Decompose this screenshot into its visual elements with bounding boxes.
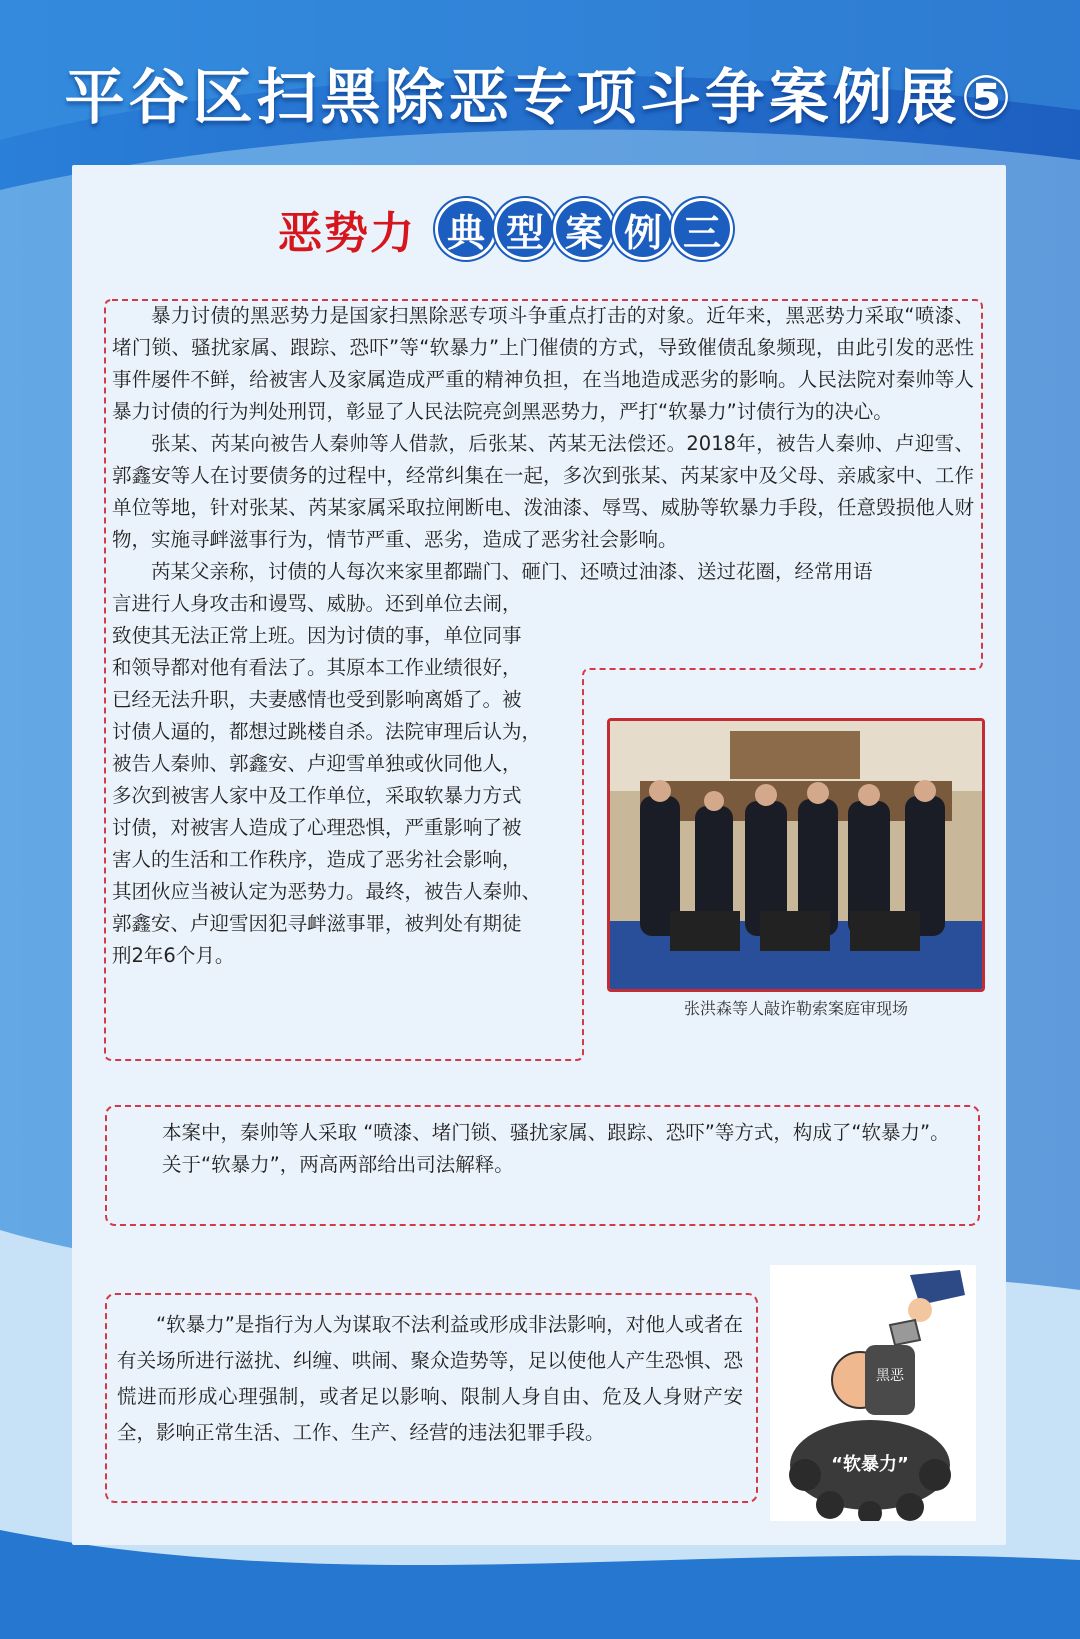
soft-violence-cartoon (770, 1265, 976, 1521)
case-line: 被告人秦帅、郭鑫安、卢迎雪单独或伙同他人， (112, 752, 522, 775)
subtitle-char: 三 (674, 201, 730, 257)
case-line: 言进行人身攻击和谩骂、威胁。还到单位去闹， (112, 592, 522, 615)
subtitle-char: 型 (497, 201, 553, 257)
note-line: 本案中，秦帅等人采取 “喷漆、堵门锁、骚扰家属、跟踪、恐吓”等方式，构成了“软暴力”。 (162, 1121, 950, 1144)
case-line: 致使其无法正常上班。因为讨债的事，单位同事 (112, 624, 522, 647)
case-line: 害人的生活和工作秩序，造成了恶劣社会影响， (112, 848, 522, 871)
note-line: 关于“软暴力”，两高两部给出司法解释。 (162, 1153, 514, 1176)
case-narrow-lines (112, 588, 582, 972)
case-line: 讨债人逼的，都想过跳楼自杀。法院审理后认为， (112, 720, 542, 743)
case-line: 和领导都对他有看法了。其原本工作业绩很好， (112, 656, 522, 679)
definition-text: “软暴力”是指行为人为谋取不法利益或形成非法影响，对他人或者在有关场所进行滋扰、纠缠、哄闹、聚众造势等，足以使他人产生恐惧、恐慌进而形成心理强制，或者足以影响、限制人身自由、危及人身财产安全，影响正常生活、工作、生产、经营的违法犯罪手段。 (117, 1313, 743, 1444)
definition-box (105, 1293, 758, 1503)
subtitle-red-text: 恶势力 (278, 208, 416, 259)
case-line: 郭鑫安、卢迎雪因犯寻衅滋事罪，被判处有期徒 (112, 912, 522, 935)
case-line: 讨债，对被害人造成了心理恐惧，严重影响了被 (112, 816, 522, 839)
poster-title: 平谷区扫黑除恶专项斗争案例展⑤ (64, 63, 1016, 133)
case-line: 刑2年6个月。 (112, 944, 235, 967)
case-text (112, 300, 974, 972)
note-box (105, 1105, 980, 1226)
cartoon-label: “软暴力” (831, 1454, 909, 1475)
case-line: 已经无法升职，夫妻感情也受到影响离婚了。被 (112, 688, 522, 711)
subtitle-char: 典 (438, 201, 494, 257)
case-line: 其团伙应当被认定为恶势力。最终，被告人秦帅、 (112, 880, 542, 903)
case-paragraph: 张某、芮某向被告人秦帅等人借款，后张某、芮某无法偿还。2018年，被告人秦帅、卢迎雪、郭鑫安等人在讨要债务的过程中，经常纠集在一起，多次到张某、芮某家中及父母、亲戚家中、工作单位等地，针对张某、芮某家属采取拉闸断电、泼油漆、辱骂、威胁等软暴力手段，任意毁损他人财物，实施寻衅滋事行为，情节严重、恶劣，造成了恶劣社会影响。 (112, 432, 974, 551)
cartoon-badge: 黑恶 (876, 1368, 904, 1384)
case-paragraph: 暴力讨债的黑恶势力是国家扫黑除恶专项斗争重点打击的对象。近年来，黑恶势力采取“喷漆、堵门锁、骚扰家属、跟踪、恐吓”等“软暴力”上门催债的方式，导致催债乱象频现，由此引发的恶性事件屡件不鲜，给被害人及家属造成严重的精神负担，在当地造成恶劣的影响。人民法院对秦帅等人暴力讨债的行为判处刑罚，彰显了人民法院亮剑黑恶势力，严打“软暴力”讨债行为的决心。 (112, 304, 974, 423)
subtitle-char: 例 (615, 201, 671, 257)
case-line: 多次到被害人家中及工作单位，采取软暴力方式 (112, 784, 522, 807)
case-paragraph: 芮某父亲称，讨债的人每次来家里都踹门、砸门、还喷过油漆、送过花圈，经常用语 (151, 560, 873, 583)
photo-caption: 张洪森等人敲诈勒索案庭审现场 (683, 999, 908, 1018)
subtitle-char: 案 (556, 201, 612, 257)
